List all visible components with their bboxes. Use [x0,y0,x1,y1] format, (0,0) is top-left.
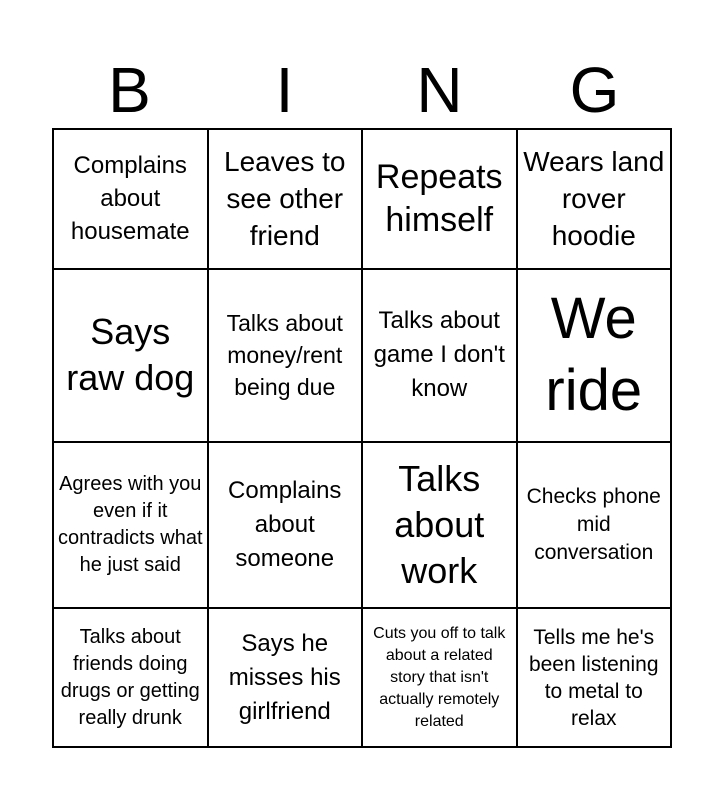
bingo-cell[interactable] [363,443,518,610]
bingo-cell[interactable] [54,130,209,270]
cell-text: Says he misses his girlfriend [228,629,341,725]
bingo-cell[interactable] [54,443,209,610]
cell-text: Says raw dog [66,311,195,399]
bingo-cell[interactable] [209,609,364,748]
cell-text: Complains about someone [228,476,342,572]
cell-text: Talks about work [394,457,485,591]
bingo-cell[interactable] [518,443,673,610]
bingo-cell[interactable] [518,270,673,443]
header-letter-g: G [569,54,620,126]
cell-text: We ride [545,286,643,424]
bingo-cell[interactable] [54,609,209,748]
cell-text: Cuts you off to talk about a related story that isn't actually remotely related [373,624,506,730]
bingo-header [52,52,672,128]
cell-text: Tells me he's been listening to metal to relax [528,625,659,730]
bingo-grid [52,128,672,748]
bingo-cell[interactable] [209,443,364,610]
cell-text: Repeats himself [375,157,503,239]
bingo-cell[interactable] [363,270,518,443]
cell-text: Leaves to see other friend [224,146,346,252]
header-letter-n: N [416,54,463,126]
cell-text: Agrees with you even if it contradicts what he just said [58,472,203,576]
bingo-cell[interactable] [518,609,673,748]
bingo-cell[interactable] [363,130,518,270]
bingo-cell[interactable] [209,270,364,443]
cell-text: Checks phone mid conversation [526,484,661,564]
cell-text: Complains about housemate [70,152,190,246]
cell-text: Talks about game I don't know [373,307,505,403]
cell-text: Talks about money/rent being due [226,310,343,401]
bingo-cell[interactable] [363,609,518,748]
bingo-cell[interactable] [209,130,364,270]
cell-text: Wears land rover hoodie [523,146,665,252]
bingo-cell[interactable] [518,130,673,270]
bingo-cell[interactable] [54,270,209,443]
header-letter-i: I [275,54,294,126]
cell-text: Talks about friends doing drugs or getting really drunk [60,625,200,729]
header-letter-b: B [108,54,151,126]
